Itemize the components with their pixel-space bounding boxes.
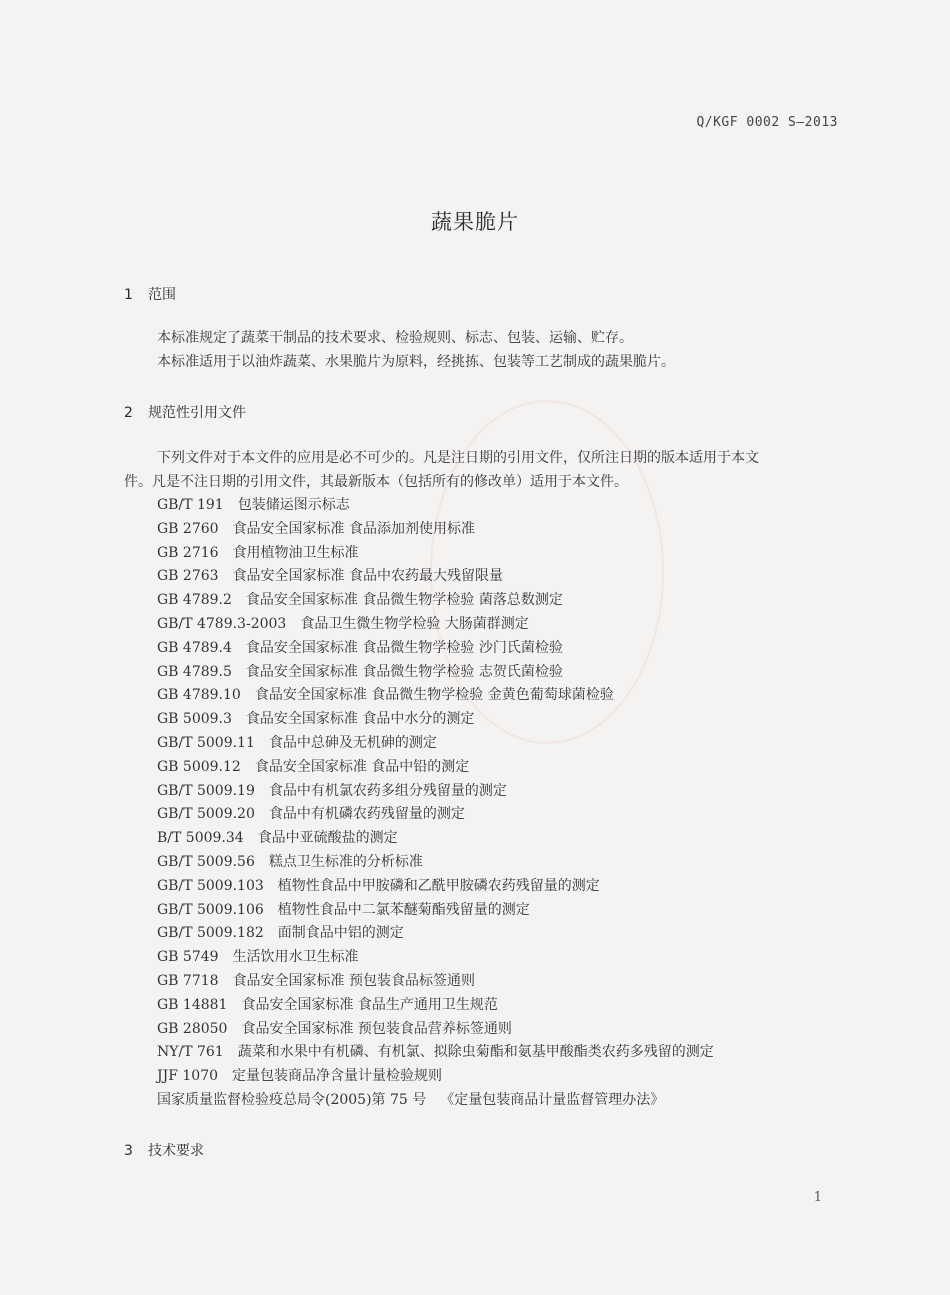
reference-code: GB 2763 <box>157 568 219 585</box>
reference-item <box>157 1089 714 1113</box>
reference-code: GB/T 5009.106 <box>157 901 264 918</box>
reference-code: GB/T 5009.20 <box>157 806 255 823</box>
reference-name: 食品卫生微生物学检验 大肠菌群测定 <box>300 615 529 632</box>
reference-name: 食品安全国家标准 预包装食品营养标签通则 <box>241 1020 512 1037</box>
reference-name: 食品安全国家标准 食品添加剂使用标准 <box>232 520 476 537</box>
reference-code: GB 4789.2 <box>157 592 232 609</box>
reference-item <box>157 613 714 637</box>
reference-name: 食品安全国家标准 食品微生物学检验 沙门氏菌检验 <box>245 639 563 656</box>
reference-code: GB 5749 <box>157 949 219 966</box>
reference-item <box>157 803 714 827</box>
reference-code: GB 5009.12 <box>157 758 241 775</box>
reference-code: GB 7718 <box>157 972 219 989</box>
reference-code: GB 2716 <box>157 544 219 561</box>
reference-code: JJF 1070 <box>157 1068 219 1085</box>
reference-code: GB/T 5009.182 <box>157 925 264 942</box>
reference-item <box>157 708 714 732</box>
references-list <box>157 494 714 1113</box>
reference-name: 生活饮用水卫生标准 <box>232 949 359 966</box>
references-intro-line-2: 件。凡是不注日期的引用文件，其最新版本（包括所有的修改单）适用于本文件。 <box>124 474 628 490</box>
reference-code: GB 28050 <box>157 1020 228 1037</box>
reference-item <box>157 851 714 875</box>
scope-paragraph-2: 本标准适用于以油炸蔬菜、水果脆片为原料，经挑拣、包装等工艺制成的蔬果脆片。 <box>157 354 675 370</box>
reference-item <box>157 922 714 946</box>
reference-name: 食品安全国家标准 食品中农药最大残留限量 <box>232 568 504 585</box>
reference-code: NY/T 761 <box>157 1044 224 1061</box>
reference-name: 食品安全国家标准 食品中水分的测定 <box>245 711 475 728</box>
reference-name: 《定量包装商品计量监督管理办法》 <box>440 1091 665 1108</box>
page-number: 1 <box>813 1190 822 1205</box>
reference-name: 食品安全国家标准 食品微生物学检验 菌落总数测定 <box>245 592 563 609</box>
section-title: 范围 <box>148 287 176 303</box>
reference-name: 食品安全国家标准 预包装食品标签通则 <box>232 972 476 989</box>
reference-name: 食品中亚硫酸盐的测定 <box>257 830 398 847</box>
page-title: 蔬果脆片 <box>431 210 519 234</box>
reference-code: GB/T 5009.56 <box>157 853 255 870</box>
reference-item <box>157 1065 714 1089</box>
section-heading-technical-requirements <box>124 1140 204 1160</box>
reference-item <box>157 756 714 780</box>
reference-item <box>157 994 714 1018</box>
reference-code: GB 4789.4 <box>157 639 232 656</box>
reference-code: GB/T 5009.11 <box>157 734 255 751</box>
reference-code: GB/T 4789.3-2003 <box>157 615 287 632</box>
reference-item <box>157 661 714 685</box>
reference-item <box>157 732 714 756</box>
reference-name: 植物性食品中甲胺磷和乙酰甲胺磷农药残留量的测定 <box>277 877 600 894</box>
reference-code: GB/T 5009.103 <box>157 877 264 894</box>
reference-item <box>157 1041 714 1065</box>
reference-code: GB/T 191 <box>157 497 224 513</box>
reference-code: GB 2760 <box>157 520 219 537</box>
reference-name: 面制食品中铝的测定 <box>277 925 404 942</box>
reference-item <box>157 827 714 851</box>
reference-item <box>157 518 714 542</box>
reference-code: 国家质量监督检验疫总局令(2005)第 75 号 <box>157 1091 427 1108</box>
reference-item <box>157 946 714 970</box>
reference-code: GB 4789.5 <box>157 663 232 680</box>
reference-item <box>157 1018 714 1042</box>
reference-name: 蔬菜和水果中有机磷、有机氯、拟除虫菊酯和氨基甲酸酯类农药多残留的测定 <box>237 1044 714 1061</box>
reference-name: 糕点卫生标准的分析标准 <box>268 853 423 870</box>
reference-item <box>157 780 714 804</box>
reference-name: 食品安全国家标准 食品生产通用卫生规范 <box>241 996 498 1013</box>
reference-name: 植物性食品中二氯苯醚菊酯残留量的测定 <box>277 901 530 918</box>
section-number: 3 <box>124 1143 133 1159</box>
reference-item <box>157 899 714 923</box>
reference-name: 食品安全国家标准 食品微生物学检验 志贺氏菌检验 <box>245 663 563 680</box>
reference-item <box>157 494 714 518</box>
reference-code: GB 4789.10 <box>157 687 241 704</box>
reference-code: GB 5009.3 <box>157 711 232 728</box>
reference-item <box>157 970 714 994</box>
reference-item <box>157 542 714 566</box>
reference-name: 食品中总砷及无机砷的测定 <box>268 734 437 751</box>
reference-code: GB/T 5009.19 <box>157 782 255 799</box>
reference-code: B/T 5009.34 <box>157 830 244 847</box>
reference-name: 食品中有机氯农药多组分残留量的测定 <box>268 782 507 799</box>
reference-name: 食品中有机磷农药残留量的测定 <box>268 806 465 823</box>
section-heading-scope <box>124 284 176 304</box>
reference-item <box>157 565 714 589</box>
reference-name: 定量包装商品净含量计量检验规则 <box>232 1068 443 1085</box>
references-intro-line-1: 下列文件对于本文件的应用是必不可少的。凡是注日期的引用文件，仅所注日期的版本适用于本文 <box>157 450 759 466</box>
reference-item <box>157 684 714 708</box>
reference-name: 食用植物油卫生标准 <box>232 544 359 561</box>
reference-item <box>157 637 714 661</box>
reference-code: GB 14881 <box>157 996 228 1013</box>
reference-item <box>157 589 714 613</box>
reference-name: 食品安全国家标准 食品中铅的测定 <box>254 758 470 775</box>
reference-item <box>157 875 714 899</box>
reference-name: 食品安全国家标准 食品微生物学检验 金黄色葡萄球菌检验 <box>254 687 614 704</box>
section-heading-references <box>124 402 246 422</box>
section-number: 1 <box>124 287 133 303</box>
section-title: 技术要求 <box>148 1143 204 1159</box>
scope-paragraph-1: 本标准规定了蔬菜干制品的技术要求、检验规则、标志、包装、运输、贮存。 <box>157 330 633 346</box>
reference-name: 包装储运图示标志 <box>237 497 350 513</box>
section-title: 规范性引用文件 <box>148 405 246 421</box>
section-number: 2 <box>124 405 133 421</box>
standard-code: Q/KGF 0002 S—2013 <box>696 115 838 130</box>
